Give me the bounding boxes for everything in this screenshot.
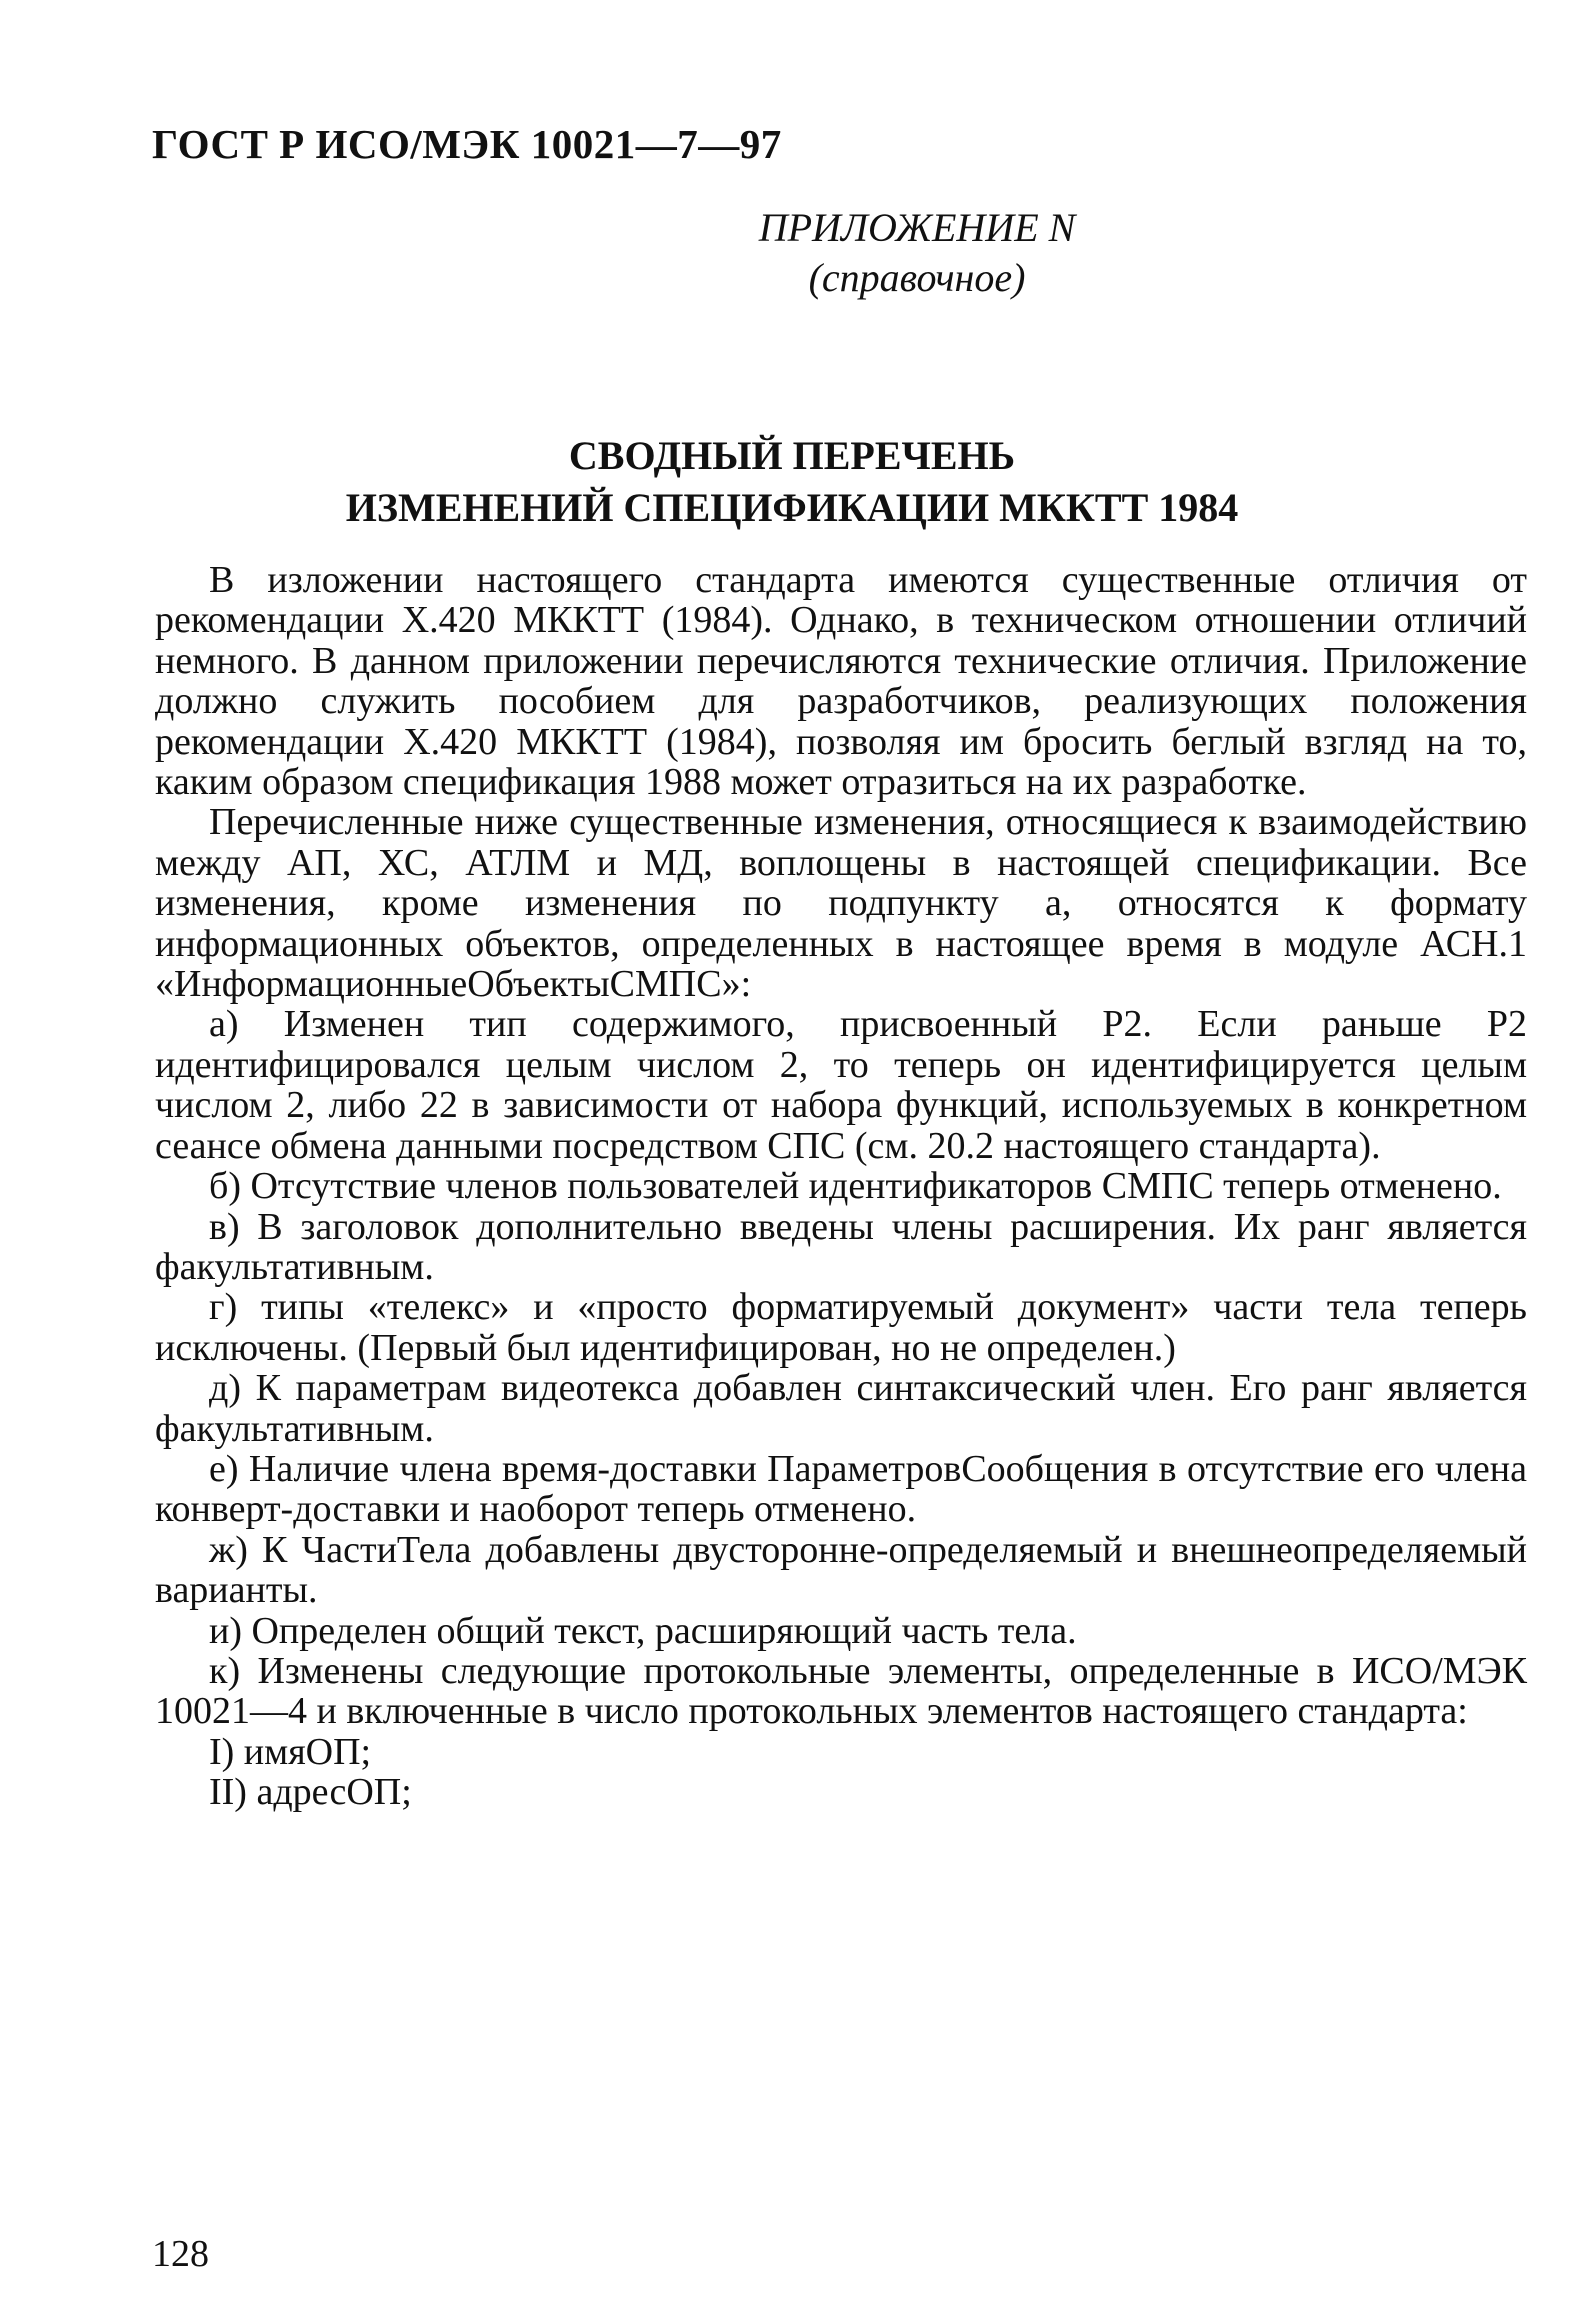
list-item-v: в) В заголовок дополнительно введены члены расширения. Их ранг является факультативным.: [155, 1205, 1527, 1288]
list-item-g: г) типы «телекс» и «просто форматируемый документ» части тела теперь исключены. (Первый был идентифицирован, но не определен.): [155, 1286, 1527, 1369]
section-heading-line-1: СВОДНЫЙ ПЕРЕЧЕНЬ: [568, 433, 1016, 478]
changes-intro-paragraph: Перечисленные ниже существенные изменения, относящиеся к взаимодействию между АП, ХС, АТЛМ и МД, воплощены в настоящей спецификации. Все изменения, кроме изменения по подпункту а, относятся к формату информационных объектов, определенных в настоящее время в модуле АСН.1 «ИнформационныеОбъектыСМПС»:: [155, 801, 1527, 1006]
list-item-d: д) К параметрам видеотекса добавлен синтаксический член. Его ранг является факультативным.: [155, 1367, 1527, 1450]
list-item-k: к) Изменены следующие протокольные элементы, определенные в ИСО/МЭК 10021—4 и включенные в число протокольных элементов настоящего стандарта:: [155, 1649, 1527, 1733]
appendix-type: (справочное): [808, 255, 1026, 300]
list-item-zh: ж) К ЧастиТела добавлены двусторонне-определяемый и внешнеопределяемый варианты.: [155, 1528, 1527, 1612]
page-number: 128: [152, 2233, 209, 2275]
list-item-e: е) Наличие члена время-доставки ПараметровСообщения в отсутствие его члена конверт-доставки и наоборот теперь отменено.: [155, 1447, 1527, 1531]
intro-paragraph: В изложении настоящего стандарта имеются существенные отличия от рекомендации X.420 МККТТ (1984). Однако, в техническом отношении отличий немного. В данном приложении перечисляются технические отличия. Приложение должно служить пособием для разработчиков, реализующих положения рекомендации X.420 МККТТ (1984), позволяя им бросить беглый взгляд на то, каким образом спецификация 1988 может отразиться на их разработке.: [155, 559, 1527, 804]
sub-item-1: I) имяОП;: [209, 1730, 372, 1773]
body-text: [155, 560, 1527, 1813]
section-heading-line-2: ИЗМЕНЕНИЙ СПЕЦИФИКАЦИИ МККТТ 1984: [345, 485, 1239, 530]
list-item-a: а) Изменен тип содержимого, присвоенный Р2. Если раньше Р2 идентифицировался целым числом 2, то теперь он идентифицируется целым числом 2, либо 22 в зависимости от набора функций, используемых в конкретном сеансе обмена данными посредством СПС (см. 20.2 настоящего стандарта).: [155, 1003, 1527, 1167]
document-code: ГОСТ Р ИСО/МЭК 10021—7—97: [152, 121, 782, 167]
list-item-b: б) Отсутствие членов пользователей идентификаторов СМПС теперь отменено.: [209, 1165, 1502, 1208]
list-item-i: и) Определен общий текст, расширяющий часть тела.: [209, 1609, 1077, 1652]
appendix-title: ПРИЛОЖЕНИЕ N: [758, 205, 1076, 250]
sub-item-2: II) адресОП;: [209, 1771, 412, 1814]
